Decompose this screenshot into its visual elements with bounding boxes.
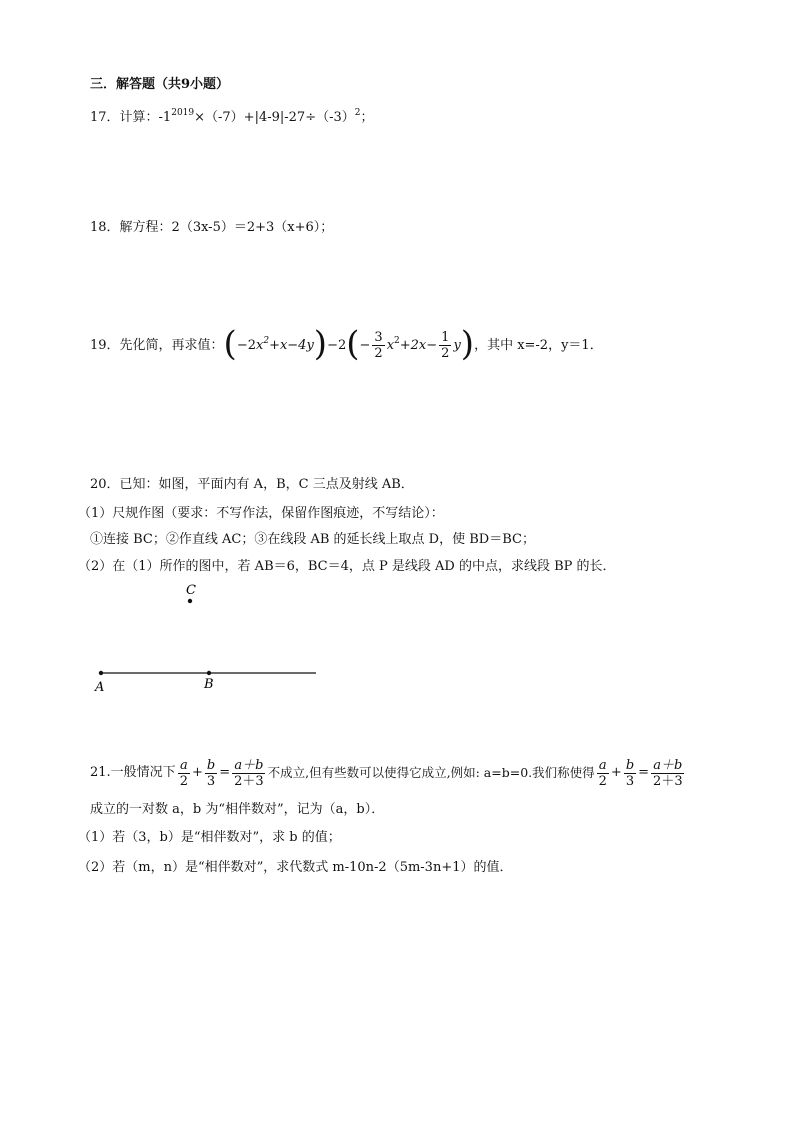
q21-line-2: 成立的一对数 a，b 为“相伴数对”，记为（a，b）． (90, 802, 385, 817)
q21-line-1: 21.一般情况下 $\frac{a}{2}$ + $\frac{b}{3}$ = $\frac{a+b}{2+3}$ 不成立,但有些数可以使得它成立,例如: a=b=0.我们称使得 $\frac{a}{2}$ + $\frac{b}{3}$ = $\frac{a+b}{2+3}$ (90, 753, 687, 794)
label-c: C (186, 583, 196, 598)
question-19: 19．先化简，再求值： ( $-2x^2+x-4y$ ) −2 ( − $\frac{3}{2}$ $x^2+2x-$ $\frac{1}{2}$ y ) ，其中 x=-2，y＝1． (90, 323, 603, 364)
label-a: A (95, 680, 105, 695)
q17-end: ； (360, 110, 374, 125)
q19-term-2: $x^2+2x-$ (386, 335, 438, 353)
q20-line-3: ①连接 BC；②作直线 AC；③在线段 AB 的延长线上取点 D，使 BD＝BC； (90, 532, 535, 547)
fraction-b-3-b: $\frac{b}{3}$ (625, 757, 635, 789)
fraction-a-2: $\frac{a}{2}$ (179, 757, 188, 789)
fraction-b-3: $\frac{b}{3}$ (206, 757, 216, 789)
q21-line-3: （1）若（3，b）是“相伴数对”，求 b 的值； (78, 830, 341, 845)
fraction-sum: $\frac{a+b}{2+3}$ (234, 757, 264, 789)
fraction-3-2: $\frac{3}{2}$ (374, 330, 383, 361)
q19-prefix: 19．先化简，再求值： (90, 337, 224, 353)
q17-rest: ×（-7）+|4-9|-27÷（-3） (194, 110, 355, 125)
q19-y: y (453, 337, 461, 353)
q21-intro: 21.一般情况下 (90, 765, 176, 780)
q20-line-1: 20．已知：如图，平面内有 A，B，C 三点及射线 AB． (90, 477, 414, 492)
section-title: 三．解答题（共9小题） (90, 77, 230, 92)
question-18: 18．解方程：2（3x-5）＝2+3（x+6）； (90, 220, 334, 235)
q17-exponent-2: 2 (354, 108, 361, 118)
label-b: B (204, 677, 214, 692)
q19-term-1: $-2x^2+x-4y$ (236, 335, 314, 353)
point-c (188, 599, 192, 603)
q17-exponent: 2019 (171, 108, 195, 118)
q20-line-4: （2）在（1）所作的图中，若 AB＝6，BC＝4，点 P 是线段 AD 的中点，求线段 BP 的长． (78, 559, 616, 574)
fraction-sum-b: $\frac{a+b}{2+3}$ (653, 757, 683, 789)
q19-mid: −2 (327, 337, 347, 353)
q19-neg: − (359, 337, 371, 353)
q20-line-2: （1）尺规作图（要求：不写作法，保留作图痕迹，不写结论）： (78, 506, 444, 521)
q19-suffix: ，其中 x=-2，y＝1． (474, 337, 603, 353)
point-a (99, 671, 103, 675)
fraction-1-2: $\frac{1}{2}$ (441, 330, 450, 361)
fraction-a-2-b: $\frac{a}{2}$ (598, 757, 607, 789)
point-b (207, 671, 211, 675)
q21-line-4: （2）若（m，n）是“相伴数对”，求代数式 m-10n-2（5m-3n+1）的值． (78, 860, 513, 875)
q21-mid: 不成立,但有些数可以使得它成立,例如: a=b=0.我们称使得 (267, 765, 595, 780)
q17-prefix: 17．计算：-1 (90, 110, 172, 125)
